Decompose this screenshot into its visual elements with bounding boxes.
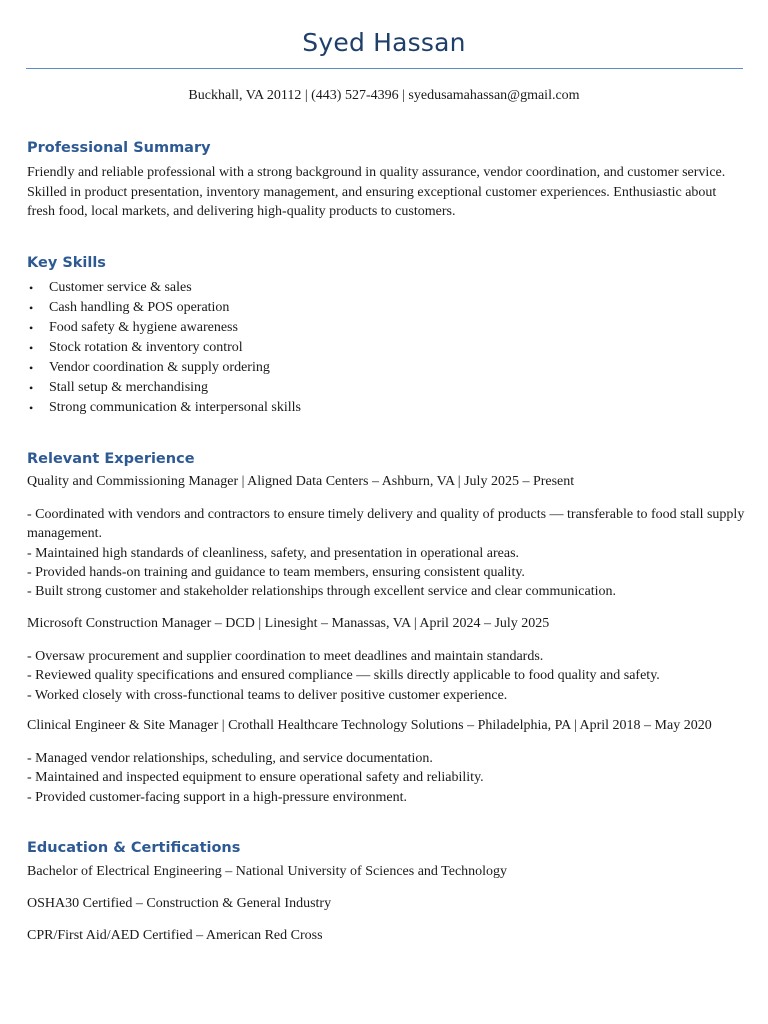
contact-line: Buckhall, VA 20112 | (443) 527-4396 | syedusamahassan@gmail.com xyxy=(188,88,580,103)
list-item xyxy=(27,398,301,418)
skills-list xyxy=(27,278,301,418)
list-item xyxy=(27,278,301,298)
duty-item: - Provided customer-facing support in a high-pressure environment. xyxy=(27,789,407,805)
duty-item: - Built strong customer and stakeholder relationships through excellent service and clear communication. xyxy=(27,584,616,600)
candidate-name: Syed Hassan xyxy=(302,28,466,57)
skill-label: Stall setup & merchandising xyxy=(49,380,209,395)
education-item: Bachelor of Electrical Engineering – National University of Sciences and Technology xyxy=(27,864,508,879)
list-item xyxy=(27,298,301,318)
skill-label: Strong communication & interpersonal skills xyxy=(49,400,301,415)
bullet-glyph: • xyxy=(29,361,34,375)
job-title-2: Microsoft Construction Manager – DCD | Linesight – Manassas, VA | April 2024 – July 2025 xyxy=(27,616,550,631)
job-title-3: Clinical Engineer & Site Manager | Crothall Healthcare Technology Solutions – Philadelphia, PA | April 2018 – May 2020 xyxy=(27,718,712,733)
duty-item: - Maintained high standards of cleanliness, safety, and presentation in operational areas. xyxy=(27,545,520,561)
section-heading-education: Education & Certifications xyxy=(27,840,241,856)
section-heading-skills: Key Skills xyxy=(27,255,106,271)
duty-item: - Reviewed quality specifications and ensured compliance — skills directly applicable to food quality and safety. xyxy=(27,668,660,684)
duty-item: - Coordinated with vendors and contractors to ensure timely delivery and quality of products — transferable to food stall supply management. xyxy=(27,507,745,542)
bullet-glyph: • xyxy=(29,341,34,355)
certification-item: CPR/First Aid/AED Certified – American Red Cross xyxy=(27,928,323,943)
skill-label: Customer service & sales xyxy=(49,280,192,295)
job-1-duties xyxy=(27,505,747,601)
job-3-duties xyxy=(27,749,747,807)
skill-label: Food safety & hygiene awareness xyxy=(49,320,238,335)
certification-item: OSHA30 Certified – Construction & General Industry xyxy=(27,896,332,911)
job-2-duties xyxy=(27,647,747,705)
skill-label: Cash handling & POS operation xyxy=(49,300,230,315)
bullet-glyph: • xyxy=(29,321,34,335)
list-item xyxy=(27,378,301,398)
duty-item: - Worked closely with cross-functional teams to deliver positive customer experience. xyxy=(27,687,508,703)
duty-item: - Managed vendor relationships, scheduling, and service documentation. xyxy=(27,751,433,766)
duty-item: - Maintained and inspected equipment to ensure operational safety and reliability. xyxy=(27,770,484,786)
bullet-glyph: • xyxy=(29,401,34,415)
list-item xyxy=(27,338,301,358)
section-heading-experience: Relevant Experience xyxy=(27,451,195,467)
bullet-glyph: • xyxy=(29,301,34,315)
summary-text: Friendly and reliable professional with a strong background in quality assurance, vendor coordination, and customer service. Skilled in product presentation, inventory management, and ensuring exceptional customer experiences. Enthusiastic about fresh food, local markets, and delivering high-quality products to customers. xyxy=(27,165,726,219)
duty-item: - Oversaw procurement and supplier coordination to meet deadlines and maintain standards. xyxy=(27,649,544,664)
bullet-glyph: • xyxy=(29,381,34,395)
job-title-1: Quality and Commissioning Manager | Aligned Data Centers – Ashburn, VA | July 2025 – Present xyxy=(27,474,575,489)
list-item xyxy=(27,318,301,338)
list-item xyxy=(27,358,301,378)
bullet-glyph: • xyxy=(29,281,34,295)
skill-label: Stock rotation & inventory control xyxy=(49,340,243,355)
duty-item: - Provided hands-on training and guidance to team members, ensuring consistent quality. xyxy=(27,564,525,580)
skill-label: Vendor coordination & supply ordering xyxy=(49,360,270,375)
section-heading-summary: Professional Summary xyxy=(27,140,211,156)
header-divider xyxy=(26,68,743,69)
